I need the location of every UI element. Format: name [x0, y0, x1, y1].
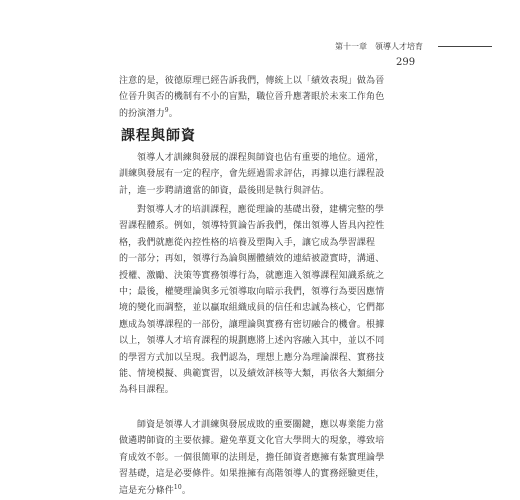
text-line: 育成效不彰。一個很簡單的法則是，擔任師資者應擁有紮實理論學	[119, 452, 385, 463]
text-line: 格，我們就應從內控性格的培養及塑陶入手，讓它成為學習課程	[119, 237, 376, 248]
text-line: 的一部分；再如，領導行為論與團體績效的連結被證實時，溝通、	[119, 254, 385, 265]
paragraph-continued	[119, 73, 385, 122]
text-line	[119, 483, 355, 499]
paragraph-curriculum	[119, 202, 385, 399]
text-line: 能、情境模擬、典範實習，以及績效評核等大類，再依各大類細分	[119, 369, 385, 380]
text-line: 位晉升與否的機制有不小的盲點，職位晉升應著眼於未來工作角色	[119, 92, 385, 103]
footnote-marker: 9	[164, 106, 169, 114]
chapter-number: 第十一章	[335, 42, 367, 51]
text-line: 以上，領導人才培育課程的規劃應將上述內容融入其中，並以不同	[119, 336, 385, 347]
footnote-marker: 10	[173, 483, 182, 491]
text-segment: 。	[181, 485, 191, 496]
text-line: 領導人才訓練與發展的課程與師資也佔有重要的地位。通常，	[137, 153, 385, 163]
text-line: 師資是領導人才訓練與發展成敗的重要關鍵，應以專業能力當	[137, 420, 385, 430]
chapter-title: 領導人才培育	[375, 42, 423, 51]
text-segment: 這是充分條件	[119, 485, 174, 496]
text-line: 境的變化而調整，並以贏取組織成員的信任和忠誠為核心，它們都	[119, 303, 385, 314]
text-line: 對領導人才的培訓課程，應從理論的基礎出發，建構完整的學	[137, 205, 385, 215]
text-line: 的學習方式加以呈現。我們認為，理想上應分為理論課程、實務技	[119, 352, 385, 363]
running-header	[335, 41, 423, 52]
text-line: 訓練與發展有一定的程序，會先經過需求評估，再據以進行課程設	[119, 169, 385, 180]
text-line: 習基礎，這是必要條件。如果推擁有高階領導人的實務經驗更佳，	[119, 469, 385, 480]
paragraph-intro	[119, 150, 385, 199]
text-line: 計，進一步聘請適當的師資，最後則是執行與評估。	[119, 185, 330, 196]
header-rule	[438, 46, 492, 47]
text-line: 注意的是，彼德原理已經告訴我們，傳統上以「績效表現」做為晉	[119, 76, 385, 86]
text-line: 授權、激勵、決策等實務領導行為，就應進入領導課程知識系統之	[119, 270, 385, 281]
text-line: 中；最後，權變理論與多元領導取向暗示我們，領導行為要因應情	[119, 287, 385, 298]
text-line: 習課程體系。例如，領導特質論告訴我們，傑出領導人皆具內控性	[119, 221, 385, 232]
text-line	[119, 106, 355, 122]
text-segment: 的扮演潛力	[119, 108, 165, 119]
section-heading: 課程與師資	[121, 128, 196, 144]
text-line: 為科目課程。	[119, 385, 174, 396]
page-number: 299	[396, 57, 416, 68]
text-line: 應成為領導課程的一部份，讓理論與實務有密切融合的機會。根據	[119, 319, 385, 330]
text-segment: 。	[168, 108, 178, 119]
paragraph-faculty	[119, 417, 385, 499]
text-line: 做遴聘師資的主要依據。避免華夏文化官大學問大的現象，導致培	[119, 436, 385, 447]
